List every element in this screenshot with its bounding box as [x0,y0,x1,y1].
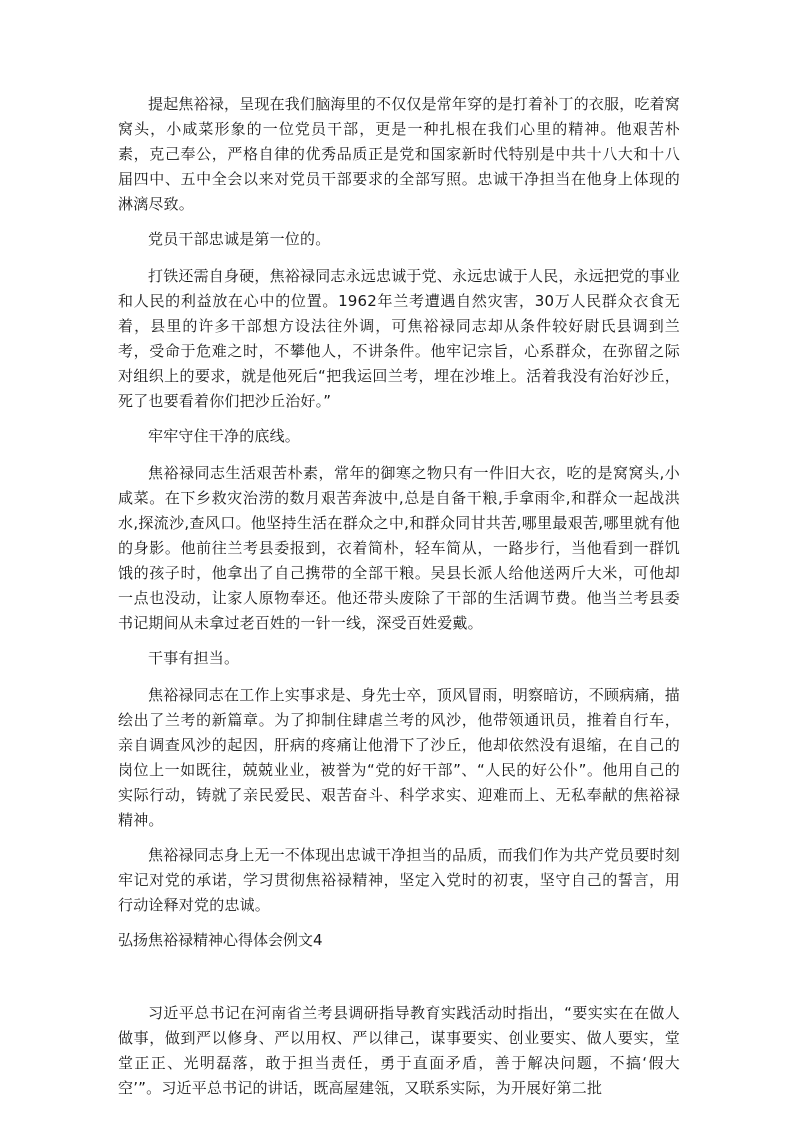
paragraph-speech: 习近平总书记在河南省兰考县调研指导教育实践活动时指出，“要实实在在做人做事，做到严以修身、严以用权、严以律己，谋事要实、创业要实、做人要实，堂堂正正、光明磊落，敢于担当责任，勇于直面矛盾，善于解决问题，不搞‘假大空’”。习近平总书记的讲话，既高屋建瓴，又联系实际，为开展好第二批 [118,1004,680,1097]
paragraph-loyalty: 打铁还需自身硬，焦裕禄同志永远忠诚于党、永远忠诚于人民，永远把党的事业和人民的利益放在心中的位置。1962年兰考遭遇自然灾害，30万人民群众衣食无着，县里的许多干部想方设法往外调，可焦裕禄同志却从条件较好尉氏县调到兰考，受命于危难之时，不攀他人，不讲条件。他牢记宗旨，心系群众，在弥留之际对组织上的要求，就是他死后“把我运回兰考，埋在沙堆上。活着我没有治好沙丘，死了也要看着你们把沙丘治好。” [118,267,681,410]
paragraph-loyalty-heading: 党员干部忠诚是第一位的。 [148,230,331,248]
section-heading: 弘扬焦裕禄精神心得体会例文4 [118,931,323,949]
paragraph-responsibility: 焦裕禄同志在工作上实事求是、身先士卒，顶风冒雨，明察暗访，不顾病痛，描绘出了兰考的新篇章。为了抑制住肆虐兰考的风沙，他带领通讯员，推着自行车，亲自调查风沙的起因，肝病的疼痛让他滑下了沙丘，他却依然没有退缩，在自己的岗位上一如既往，兢兢业业，被誉为“党的好干部”、“人民的好公仆”。他用自己的实际行动，铸就了亲民爱民、艰苦奋斗、科学求实、迎难而上、无私奉献的焦裕禄精神。 [118,686,681,829]
paragraph-intro: 提起焦裕禄，呈现在我们脑海里的不仅仅是常年穿的是打着补丁的衣服，吃着窝窝头，小咸菜形象的一位党员干部，更是一种扎根在我们心里的精神。他艰苦朴素，克己奉公，严格自律的优秀品质正是党和国家新时代特别是中共十八大和十八届四中、五中全会以来对党员干部要求的全部写照。忠诚干净担当在他身上体现的淋漓尽致。 [118,95,681,213]
document-body [118,92,680,1111]
section-gap [118,953,680,1001]
paragraph-responsibility-heading: 干事有担当。 [148,649,240,667]
paragraph-conclusion: 焦裕禄同志身上无一不体现出忠诚干净担当的品质，而我们作为共产党员要时刻牢记对党的承诺，学习贯彻焦裕禄精神，坚定入党时的初衷，坚守自己的誓言，用行动诠释对党的忠诚。 [118,846,681,914]
paragraph-clean-heading: 牢牢守住干净的底线。 [148,427,301,445]
paragraph-clean: 焦裕禄同志生活艰苦朴素，常年的御寒之物只有一件旧大衣，吃的是窝窝头,小咸菜。在下乡救灾治涝的数月艰苦奔波中,总是自备干粮,手拿雨伞,和群众一起战洪水,探流沙,查风口。他坚持生活在群众之中,和群众同甘共苦,哪里最艰苦,哪里就有他的身影。他前往兰考县委报到，衣着简朴，轻车简从，一路步行，当他看到一群饥饿的孩子时，他拿出了自己携带的全部干粮。吴县长派人给他送两斤大米，可他却一点也没动，让家人原物奉还。他还带头废除了干部的生活调节费。他当兰考县委书记期间从未拿过老百姓的一针一线，深受百姓爱戴。 [118,464,680,632]
